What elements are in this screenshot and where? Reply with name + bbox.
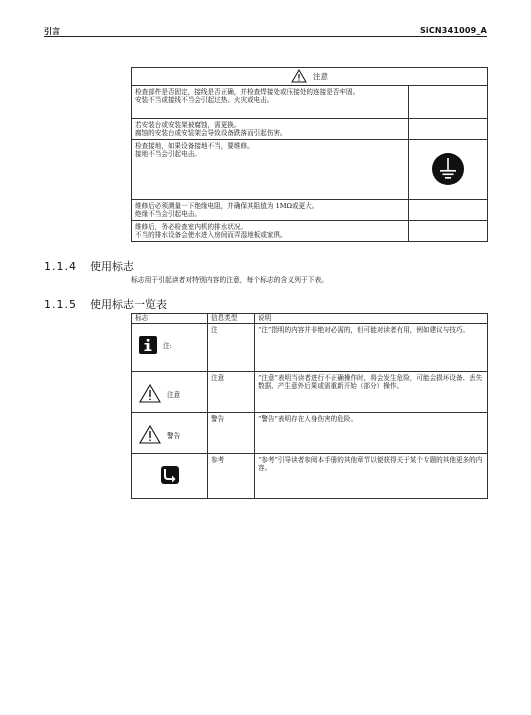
section-title: 使用标志一览表 (90, 298, 167, 311)
symbol-cell (132, 413, 208, 454)
caution-icon-cell (409, 86, 488, 119)
caution-header (132, 68, 488, 86)
symbol-cell (132, 324, 208, 372)
reference-arrow-icon (161, 466, 179, 486)
symbol-row (132, 454, 488, 499)
symbol-label: 警告 (167, 431, 181, 440)
type-cell: 注意 (208, 372, 255, 413)
symbol-label: 注: (163, 342, 172, 350)
symbol-table-header (132, 314, 488, 324)
info-icon (139, 336, 157, 356)
warning-triangle-icon (291, 69, 307, 85)
caution-table (131, 67, 488, 242)
caution-row (132, 221, 488, 242)
desc-cell: “警告”表明存在人身伤害的危险。 (255, 413, 488, 454)
caution-title: 注意 (313, 71, 328, 81)
header-rule (44, 36, 487, 37)
caution-row (132, 86, 488, 119)
caution-text: 检查部件是否固定，接线是否正确，并检查焊接处或压接处的连接是否牢固。 安装不当或接线不当会引起过热、火灾或电击。 (132, 86, 409, 119)
desc-cell: “注意”表明当读者进行不正确操作时，将会发生危险，可能会损坏设备、丢失数据、产生意外后果或需重新开始（部分）操作。 (255, 372, 488, 413)
caution-text: 若安装台或安装架被腐蚀，需更换。 腐蚀的安装台或安装架会导致设备跌落而引起伤害。 (132, 119, 409, 140)
section-114-body: 标志用于引起读者对特别内容的注意，每个标志的含义列于下表。 (131, 276, 329, 284)
symbol-cell (132, 372, 208, 413)
header-left: 引言 (44, 27, 60, 36)
symbol-label: 注意 (167, 390, 181, 399)
symbol-row (132, 324, 488, 372)
caution-icon-cell (409, 200, 488, 221)
section-number: 1.1.5 (44, 298, 77, 311)
caution-icon-cell (409, 140, 488, 200)
section-114-heading (44, 258, 134, 274)
symbol-cell (132, 454, 208, 499)
caution-row (132, 140, 488, 200)
type-cell: 参考 (208, 454, 255, 499)
warning-triangle-icon (139, 384, 161, 405)
caution-icon-cell (409, 221, 488, 242)
section-title: 使用标志 (90, 260, 134, 273)
section-number: 1.1.4 (44, 260, 77, 273)
desc-cell: “注”指明的内容并非绝对必需的，但可能对读者有用，例如建议与技巧。 (255, 324, 488, 372)
caution-icon-cell (409, 119, 488, 140)
desc-cell: “参考”引导读者参阅本手册的其他章节以便获得关于某个专题的其他更多的内容。 (255, 454, 488, 499)
warning-triangle-icon (139, 425, 161, 446)
column-header: 标志 (132, 314, 208, 324)
type-cell: 警告 (208, 413, 255, 454)
caution-text: 维修后，务必检查室内机的排水状况。 不当的排水设备会使水进入房间而弄湿地板或家俱。 (132, 221, 409, 242)
column-header: 说明 (255, 314, 488, 324)
header-right: SiCN341009_A (419, 26, 487, 35)
ground-icon (431, 180, 465, 188)
caution-row (132, 200, 488, 221)
caution-text: 检查接地，如果设备接地不当，要维修。 接地不当会引起电击。 (132, 140, 409, 200)
type-cell: 注 (208, 324, 255, 372)
caution-text: 维修后必须测量一下绝缘电阻，并确保其阻值为 1MΩ或更大。 绝缘不当会引起电击。 (132, 200, 409, 221)
symbol-row (132, 372, 488, 413)
section-115-heading (44, 296, 167, 312)
column-header: 信息类型 (208, 314, 255, 324)
symbol-table (131, 313, 488, 499)
caution-row (132, 119, 488, 140)
symbol-row (132, 413, 488, 454)
